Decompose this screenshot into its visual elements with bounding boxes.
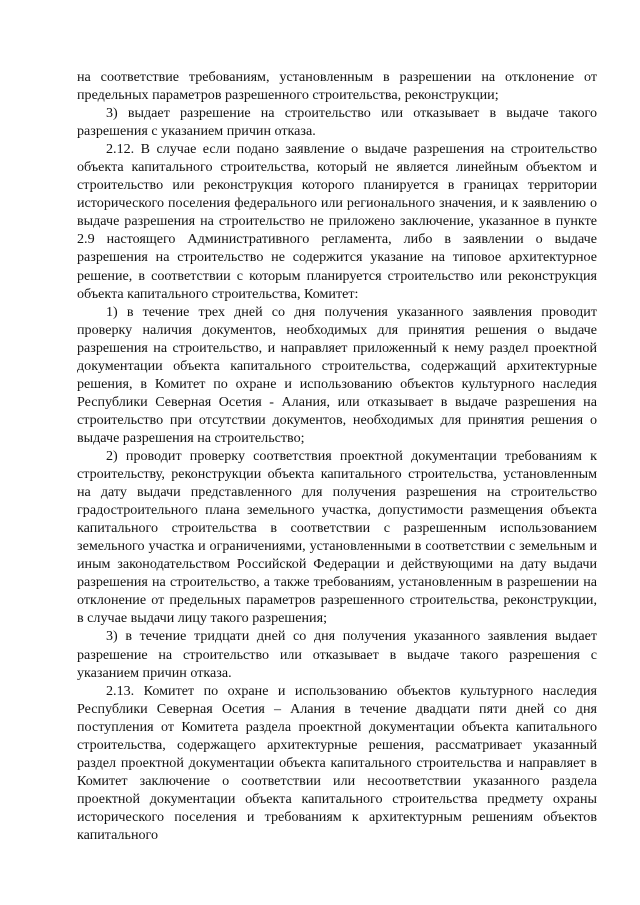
paragraph-item-3-thirty-days: 3) в течение тридцати дней со дня получения указанного заявления выдает разрешение на строительство или отказывает в выдаче такого разрешения с указанием причин отказа. xyxy=(77,628,597,681)
paragraph-item-2-check-compliance: 2) проводит проверку соответствия проектной документации требованиям к строительству, реконструкции объекта капитального строительства, установленным на дату выдачи представленного для получения разрешения на строительство градостроительного плана земельного участка, допустимости размещения объекта капитального строительства в соответствии с разрешенным использованием земельного участка и ограничениями, установленными в соответствии с земельным и иным законодательством Российской Федерации и действующими на дату выдачи разрешения на строительство, а также требованиям, установленным в разрешении на отклонение от предельных параметров разрешенного строительства, реконструкции, в случае выдачи лицу такого разрешения; xyxy=(77,447,597,627)
paragraph-item-3-issue-permit: 3) выдает разрешение на строительство или отказывает в выдаче такого разрешения с указанием причин отказа. xyxy=(77,105,597,140)
paragraph-2-12: 2.12. В случае если подано заявление о выдаче разрешения на строительство объекта капитального строительства, который не является линейным объектом и строительство или реконструкция которого планируется в границах территории исторического поселения федерального или регионального значения, и к заявлению о выдаче разрешения на строительство не приложено заключение, указанное в пункте 2.9 настоящего Административного регламента, либо в заявлении о выдаче разрешения на строительство не содержится указание на типовое архитектурное решение, в соответствии с которым планируется строительство или реконструкция объекта капитального строительства, Комитет: xyxy=(77,141,597,302)
paragraph-item-1-check-documents: 1) в течение трех дней со дня получения указанного заявления проводит проверку наличия документов, необходимых для принятия решения о выдаче разрешения на строительство, и направляет приложенный к нему раздел проектной документации объекта капитального строительства, содержащий архитектурные решения, в Комитет по охране и использованию объектов культурного наследия Республики Северная Осетия - Алания, или отказывает в выдаче разрешения на строительство при отсутствии документов, необходимых для принятия решения о выдаче разрешения на строительство; xyxy=(77,303,597,446)
paragraph-continuation: на соответствие требованиям, установленным в разрешении на отклонение от предельных параметров разрешенного строительства, реконструкции; xyxy=(77,69,597,104)
document-body xyxy=(77,68,597,844)
paragraph-2-13: 2.13. Комитет по охране и использованию объектов культурного наследия Республики Северная Осетия – Алания в течение двадцати пяти дней со дня поступления от Комитета раздела проектной документации объекта капитального строительства, содержащего архитектурные решения, рассматривает указанный раздел проектной документации объекта капитального строительства и направляет в Комитет заключение о соответствии или несоответствии указанного раздела проектной документации объекта капитального строительства предмету охраны исторического поселения и требованиям к архитектурным решениям объектов капитального xyxy=(77,682,597,843)
